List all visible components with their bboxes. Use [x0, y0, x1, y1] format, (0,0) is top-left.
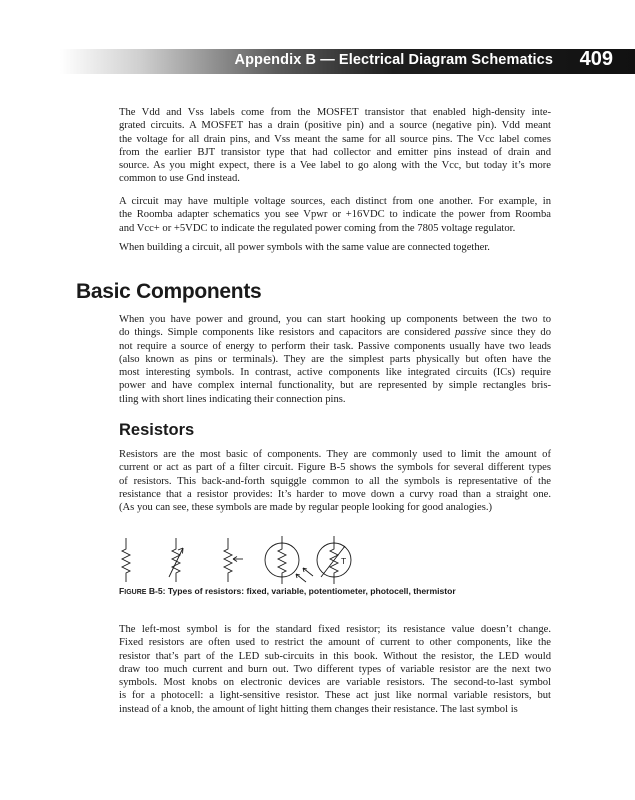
text-line: The left-most symbol is for the standard fixed resistor; its resistance value doesn’t change. [119, 624, 551, 635]
text-line: grated circuits. A MOSFET has a drain (positive pin) and a source (negative pin). Vdd meant [119, 120, 551, 132]
text-line: A circuit may have multiple voltage sources, each distinct from one another. For example, in [119, 196, 551, 207]
running-header [60, 49, 635, 74]
photocell-icon [265, 536, 313, 584]
subsection-heading-resistors: Resistors [119, 421, 195, 439]
variable-resistor-icon [169, 538, 183, 582]
potentiometer-icon [224, 538, 243, 582]
text-line: instead of a knob, the amount of light hitting them changes their resistance. The last symbol is [119, 703, 518, 715]
figure-b5-resistor-symbols [110, 530, 370, 590]
basic-components-paragraph [119, 313, 551, 406]
resistors-paragraph-1 [119, 448, 551, 514]
text-line: symbols. Most knobs on electronic devices are variable resistors. The second-to-last symbol [119, 677, 551, 689]
text-line: source. As you might expect, there is a Vee label to go along with the Vcc, but today it’s more [119, 160, 551, 172]
text-line: Resistors are the most basic of components. They are commonly used to limit the amount of [119, 449, 551, 460]
intro-paragraph-1 [119, 106, 551, 186]
text-line: and Vcc+ or +5VDC to indicate the regulated power coming from the 7805 voltage regulator. [119, 222, 516, 234]
text-line: power and have complex internal functionality, but are represented by simple rectangles bris- [119, 380, 551, 392]
text-line: draw too much current and burn out. Two different types of variable resistor are the next two [119, 663, 551, 675]
text-line: When you have power and ground, you can start hooking up components between the two to [119, 314, 551, 325]
emphasis-passive: passive [455, 327, 487, 339]
section-heading-basic-components: Basic Components [76, 280, 262, 303]
text-line: resistance that a resistor provides: It’s harder to move down a curvy road than a straight one. [119, 488, 551, 500]
text-line: (As you can see, these symbols are made by regular people looking for good analogies.) [119, 502, 493, 514]
text-line: common to use Gnd instead. [119, 173, 240, 185]
text-line: Fixed resistors are often used to restrict the amount of current to other components, like the [119, 637, 551, 649]
text-line: of resistors. This back-and-forth squiggle common to all the symbols is representative of the [119, 475, 551, 487]
text-line: the voltage for all drain pins, and Vss meant the same for all source pins. The Vcc label comes [119, 133, 551, 145]
fixed-resistor-icon [122, 538, 130, 582]
text-line: most interesting symbols. In contrast, active components like integrated circuits (ICs) require [119, 367, 551, 379]
text-line: the Roomba adapter schematics you see Vpwr or +16VDC to indicate the power from Roomba [119, 209, 551, 221]
page-number: 409 [579, 48, 613, 70]
figure-caption: FIGURE B-5: Types of resistors: fixed, variable, potentiometer, photocell, thermistor [119, 586, 456, 596]
intro-paragraph-3 [119, 241, 551, 254]
text-line: The Vdd and Vss labels come from the MOSFET transistor that enabled high-density inte- [119, 107, 551, 118]
chapter-title: Appendix B — Electrical Diagram Schematics [234, 52, 553, 68]
text-line: do things. Simple components like resistors and capacitors are considered passive since they do [119, 327, 552, 339]
text-line: not require a source of energy to perform their task. Passive components usually have two leads [119, 340, 551, 352]
text-line: resistor that’s part of the LED sub-circuits in this book. Without the resistor, the LED would [119, 650, 551, 662]
thermistor-icon [317, 536, 351, 584]
resistors-paragraph-2 [119, 623, 551, 716]
text-line: When building a circuit, all power symbols with the same value are connected together. [119, 242, 490, 253]
text-line: is for a photocell: a light-sensitive resistor. These act just like normal variable resistors, but [119, 690, 551, 702]
text-line: (also known as pins or terminals). They are the simplest parts physically but often have the [119, 353, 551, 365]
text-line: from the earlier BJT transistor type that had collector and emitter pins instead of drain and [119, 146, 551, 158]
thermistor-label: T [341, 556, 347, 566]
text-line: tling with short lines indicating their connection pins. [119, 393, 346, 405]
intro-paragraph-2 [119, 195, 551, 235]
text-line: current or act as part of a filter circuit. Figure B-5 shows the symbols for several different types [119, 462, 551, 474]
